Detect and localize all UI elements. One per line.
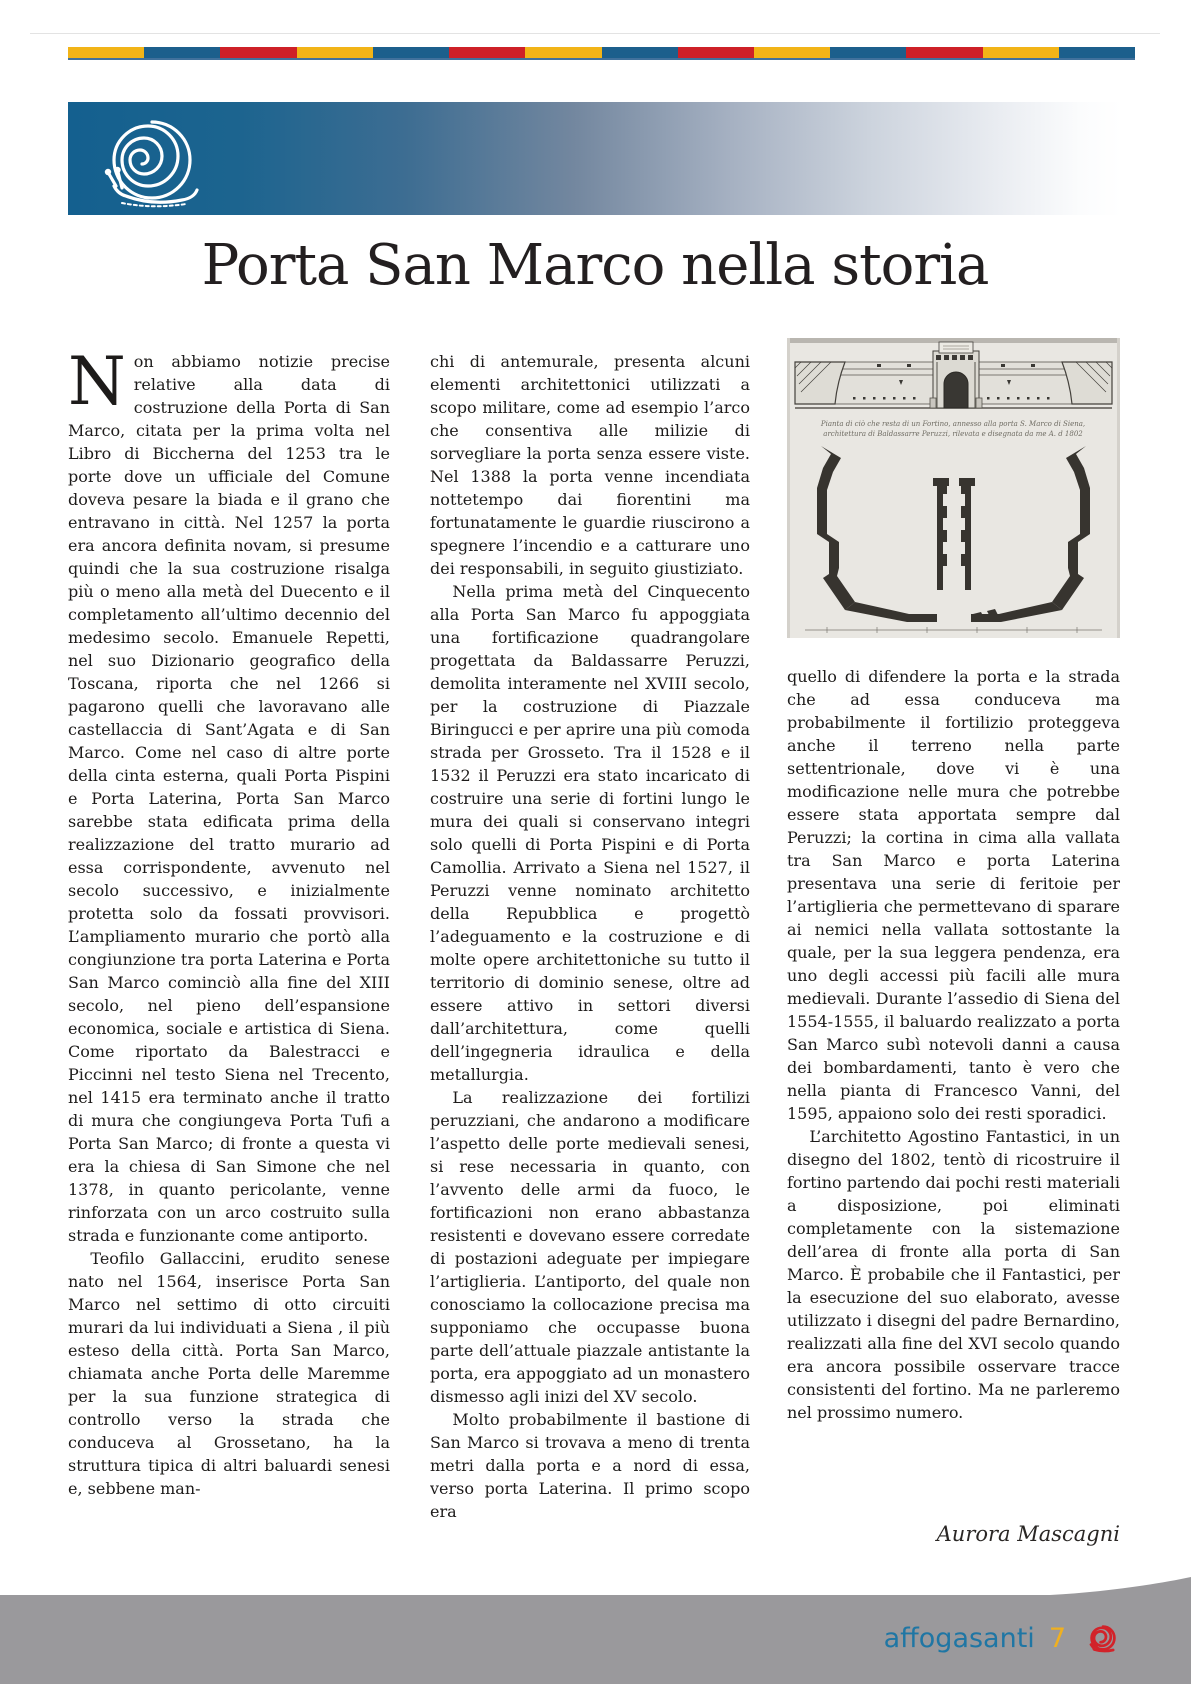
- paragraph: quello di difendere la porta e la strada che ad essa conduceva ma probabilmente il fortilizio proteggeva anche il terreno nella parte settentrionale, dove vi è una modificazione nelle mura che potrebbe essere stata apportata sempre dal Peruzzi; la cortina in cima alla vallata tra San Marco e porta Laterina presentava una serie di feritoie per l’artiglieria che permettevano di sparare ai nemici nella vallata sottostante la quale, per la sua leggera pendenza, era uno degli accessi più facili alle mura medievali. Durante l’assedio di Siena del 1554-1555, il baluardo realizzato a porta San Marco subì notevoli danni a causa dei bombardamenti, tanto è vero che nella pianta di Francesco Vanni, del 1595, appaiono solo dei resti sporadici.: [787, 667, 1120, 1123]
- stripe-segment: [906, 47, 982, 58]
- column-3: [787, 665, 1120, 1525]
- stripe-bar: [68, 47, 1135, 60]
- stripe-segment: [373, 47, 449, 58]
- stripe-segment: [68, 47, 144, 58]
- paragraph: Teofilo Gallaccini, erudito senese nato nel 1564, inserisce Porta San Marco nel settimo di otto circuiti murari da lui individuati a Siena , il più esteso della città. Porta San Marco, chiamata anche Porta delle Maremme per la sua funzione strategica di controllo verso la strada che conduceva al Grossetano, ha la struttura tipica di altri baluardi senesi e, sebbene man-: [68, 1249, 390, 1498]
- stripe-segment: [1059, 47, 1135, 58]
- paragraph: L’architetto Agostino Fantastici, in un disegno del 1802, tentò di ricostruire il fortino partendo dai pochi resti materiali a disposizione, poi eliminati completamente con la sistemazione dell’area di fronte alla porta di San Marco. È probabile che il Fantastici, per la esecuzione del suo elaborato, avesse utilizzato i disegni del padre Bernardino, realizzati alla fine del XVI secolo quando era ancora possibile osservare tracce consistenti del fortino. Ma ne parleremo nel prossimo numero.: [787, 1127, 1120, 1422]
- footer-snail-icon: [1086, 1623, 1120, 1653]
- stripe-segment: [983, 47, 1059, 58]
- paragraph: La realizzazione dei fortilizi peruzziani, che andarono a modificare l’aspetto delle porte medievali senesi, si rese necessaria in quanto, con l’avvento delle armi da fuoco, le fortificazioni non erano abbastanza resistenti e dovevano essere corredate di postazioni adeguate per impiegare l’artiglieria. L’antiporto, del quale non conosciamo la collocazione precisa ma supponiamo che occupasse buona parte dell’attuale piazzale antistante la porta, era appoggiato ad un monastero dismesso agli inizi del XV secolo.: [430, 1088, 750, 1406]
- stripe-segment: [449, 47, 525, 58]
- masthead-band: [68, 102, 1122, 215]
- figure-caption-line2: architettura di Baldassarre Peruzzi, rilevata e disegnata da me A. d 1802: [823, 430, 1083, 438]
- stripe-segment: [144, 47, 220, 58]
- column-1: [68, 350, 390, 1578]
- stripe-segment: [220, 47, 296, 58]
- drop-cap: N: [68, 350, 126, 420]
- paragraph: Molto probabilmente il bastione di San Marco si trovava a meno di trenta metri dalla porta e a nord di essa, verso porta Laterina. Il primo scopo era: [430, 1410, 750, 1521]
- footer-brand: affogasanti: [883, 1622, 1035, 1654]
- gate-elevation: [930, 342, 982, 408]
- footer-content: [0, 1618, 1120, 1658]
- paragraph: Nella prima metà del Cinquecento alla Porta San Marco fu appoggiata una fortificazione quadrangolare progettata da Baldassarre Peruzzi, demolita interamente nel XVIII secolo, per la costruzione di Piazzale Biringucci e per aprire una più comoda strada per Grosseto. Tra il 1528 e il 1532 il Peruzzi era stato incaricato di costruire una serie di fortini lungo le mura dei quali si conservano integri solo quelli di Porta Pispini e di Porta Camollia. Arrivato a Siena nel 1527, il Peruzzi venne nominato architetto della Repubblica e progettò l’adeguamento e la costruzione e di molte opere architettoniche su tutto il territorio di dominio senese, oltre ad essere attivo in settori diversi dall’architettura, come quelli dell’ingegneria idraulica e della metallurgia.: [430, 582, 750, 1084]
- stripe-segment: [678, 47, 754, 58]
- column-2: [430, 350, 750, 1578]
- stripe-segment: [830, 47, 906, 58]
- paragraph: [68, 350, 390, 1247]
- paragraph: chi di antemurale, presenta alcuni elementi architettonici utilizzati a scopo militare, come ad esempio l’arco che consentiva alle milizie di sorvegliare la porta senza essere viste. Nel 1388 la porta venne incendiata nottetempo dai fiorentini ma fortunatamente le guardie riuscirono a spegnere l’incendio e a catturare uno dei responsabili, in seguito giustiziato.: [430, 352, 750, 578]
- top-hairline-rule: [30, 33, 1160, 34]
- author-signature: Aurora Mascagni: [936, 1522, 1120, 1546]
- fortification-drawing: [787, 338, 1120, 638]
- figure-fortification-plan: [787, 338, 1120, 638]
- stripe-segment: [297, 47, 373, 58]
- article-title: Porta San Marco nella storia: [201, 233, 989, 298]
- stripe-segment: [602, 47, 678, 58]
- footer-page-number: 7: [1048, 1622, 1066, 1654]
- stripe-segment: [754, 47, 830, 58]
- figure-caption-line1: Pianta di ciò che resta di un Fortino, annesso alla porta S. Marco di Siena,: [820, 420, 1086, 428]
- snail-logo-icon: [92, 110, 212, 210]
- stripe-segment: [525, 47, 601, 58]
- paragraph-text: on abbiamo notizie precise relative alla data di costruzione della Porta di San Marco, citata per la prima volta nel Libro di Biccherna del 1253 tra le porte dove un ufficiale del Comune doveva pesare la biada e il grano che entravano in città. Nel 1257 la porta era ancora definita novam, si presume quindi che la sua costruzione risalga più o meno alla metà del Duecento e il completamento all’ultimo decennio del medesimo secolo. Emanuele Repetti, nel suo Dizionario geografico della Toscana, riporta che nel 1266 si pagarono quelli che lavoravano alle castellaccia di Sant’Agata e di San Marco. Come nel caso di altre porte della cinta esterna, quali Porta Pispini e Porta Laterina, Porta San Marco sarebbe stata edificata prima della realizzazione del tratto murario ad essa corrispondente, avvenuto nel secolo successivo, e inizialmente protetta solo da fossati provvisori. L’ampliamento murario che portò alla congiunzione tra porta Laterina e Porta San Marco cominciò alla fine del XIII secolo, nel pieno dell’espansione economica, sociale e artistica di Siena. Come riportato da Balestracci e Piccinni nel testo Siena nel Trecento, nel 1415 era terminato anche il tratto di mura che congiungeva Porta Tufi a Porta San Marco; di fronte a questa vi era la chiesa di San Simone che nel 1378, in quanto pericolante, venne rinforzata con un arco costruito sulla strada e funzionante come antiporto.: [68, 352, 390, 1245]
